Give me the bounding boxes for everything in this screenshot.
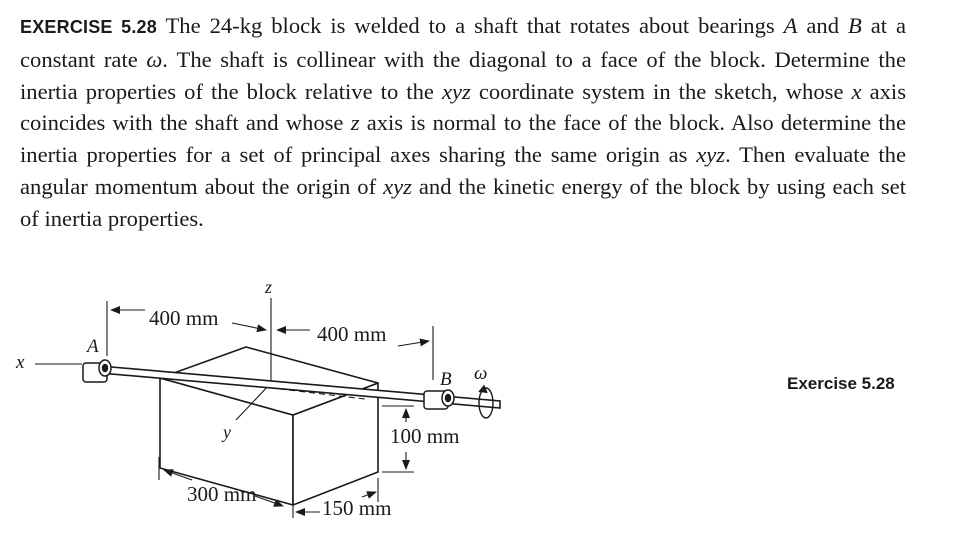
text-segment: . Then evaluate the angular momentum about the origin of bbox=[20, 142, 906, 199]
x-axis-ref: x bbox=[851, 78, 862, 104]
omega-symbol: ω bbox=[146, 46, 163, 72]
omega-label: ω bbox=[474, 363, 488, 384]
x-axis-label: x bbox=[16, 352, 25, 373]
dim-right-label: 400 mm bbox=[317, 322, 387, 346]
figure-caption: Exercise 5.28 bbox=[787, 374, 895, 393]
text-segment: and bbox=[797, 13, 848, 38]
text-segment: axis is normal to the face of the block. Also determine the inertia properties for a set of principal axes sharing the same origin as bbox=[20, 110, 906, 168]
bearing-b-ref: B bbox=[847, 13, 862, 38]
text-segment: The 24-kg block is welded to a shaft that rotates about bearings bbox=[156, 13, 784, 38]
bearing-a bbox=[83, 360, 111, 382]
bearing-a-ref: A bbox=[783, 13, 798, 38]
text-segment: and the kinetic energy of the block by using each set of inertia properties. bbox=[20, 173, 906, 231]
z-axis-label: z bbox=[265, 277, 273, 297]
bearing-a-label: A bbox=[87, 336, 99, 357]
text-segment: axis coincides with the shaft and whose bbox=[20, 78, 906, 136]
z-axis-ref: z bbox=[350, 110, 360, 136]
block-shaft-figure bbox=[0, 262, 973, 551]
dim-depth-label: 300 mm bbox=[187, 482, 257, 506]
text-segment: at a constant rate bbox=[20, 13, 906, 72]
bearing-b bbox=[424, 390, 454, 409]
text-segment: coordinate system in the sketch, whose bbox=[470, 78, 852, 104]
dim-height-label: 100 mm bbox=[390, 424, 460, 448]
xyz-ref: xyz bbox=[383, 173, 412, 199]
y-axis-label: y bbox=[223, 422, 231, 442]
dim-width-label: 150 mm bbox=[322, 496, 392, 520]
bearing-b-label: B bbox=[440, 369, 452, 390]
problem-statement bbox=[20, 10, 906, 235]
dim-left-label: 400 mm bbox=[149, 306, 219, 330]
exercise-label: EXERCISE 5.28 bbox=[20, 17, 157, 37]
text-segment: . The shaft is collinear with the diagonal to a face of the block. Determine the inertia properties of the block relative to the bbox=[20, 46, 906, 104]
xyz-ref: xyz bbox=[696, 142, 726, 168]
xyz-ref: xyz bbox=[441, 78, 471, 104]
